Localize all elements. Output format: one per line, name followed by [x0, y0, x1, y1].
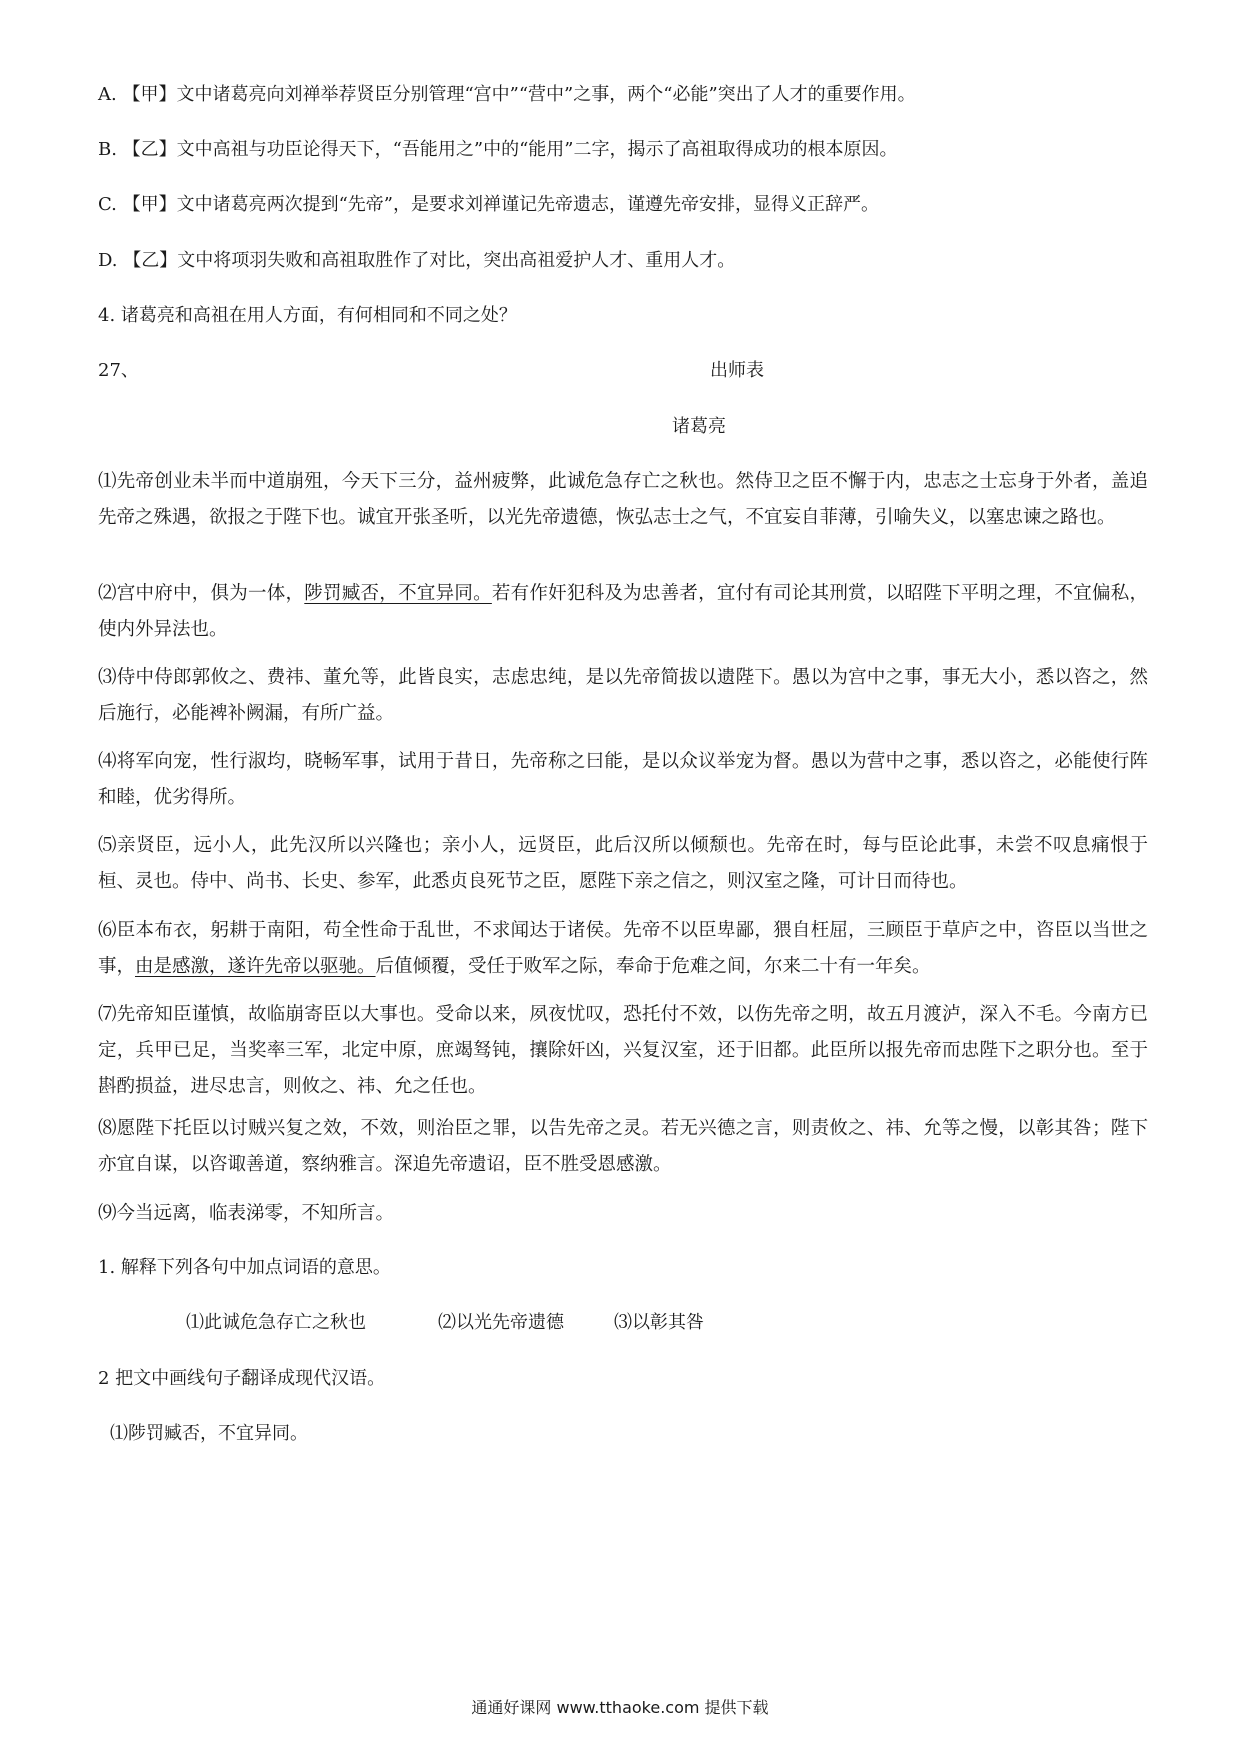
page-footer: 通通好课网 www.tthaoke.com 提供下载: [471, 1698, 769, 1717]
passage-title: 出师表: [710, 360, 764, 381]
paragraph-7: ⑺先帝知臣谨慎，故临崩寄臣以大事也。受命以来，夙夜忧叹，恐托付不效，以伤先帝之明，故五月渡泸，深入不毛。今南方已定，兵甲已足，当奖率三军，北定中原，庶竭驽钝，攘除奸凶，兴复汉室，还于旧都。此臣所以报先帝而忠陛下之职分也。至于斟酌损益，进尽忠言，则攸之、祎、允之任也。: [98, 1004, 1148, 1097]
question-2: 2 把文中画线句子翻译成现代汉语。: [98, 1368, 386, 1389]
paragraph-9: ⑼今当远离，临表涕零，不知所言。: [98, 1203, 395, 1224]
question-4: 4. 诸葛亮和高祖在用人方面，有何相同和不同之处？: [98, 305, 517, 326]
question-27-number: 27、: [98, 360, 139, 381]
option-d: D. 【乙】文中将项羽失败和高祖取胜作了对比，突出高祖爱护人才、重用人才。: [98, 250, 736, 271]
question-1: 1. 解释下列各句中加点词语的意思。: [98, 1257, 391, 1278]
paragraph-2: [98, 576, 1148, 648]
question-1-item-2: ⑵以光先帝遗德: [438, 1312, 564, 1333]
underlined-sentence-1: 陟罚臧否，不宜异同。: [304, 583, 492, 604]
paragraph-6-text-b: 后值倾覆，受任于败军之际，奉命于危难之间，尔来二十有一年矣。: [375, 956, 931, 977]
paragraph-1: ⑴先帝创业未半而中道崩殂，今天下三分，益州疲弊，此诚危急存亡之秋也。然侍卫之臣不懈于内，忠志之士忘身于外者，盖追先帝之殊遇，欲报之于陛下也。诚宜开张圣听，以光先帝遗德，恢弘志士之气，不宜妄自菲薄，引喻失义，以塞忠谏之路也。: [98, 471, 1148, 528]
paragraph-6-text-a: ⑹臣本布衣，躬耕于南阳，苟全性命于乱世，不求闻达于诸侯。先帝不以臣卑鄙，猥自枉屈，三顾臣于草庐之中，咨臣以当世之事，: [98, 920, 1148, 977]
question-1-item-1: ⑴此诚危急存亡之秋也: [186, 1312, 366, 1333]
option-a: A. 【甲】文中诸葛亮向刘禅举荐贤臣分别管理“宫中”“营中”之事，两个“必能”突出了人才的重要作用。: [98, 84, 916, 105]
paragraph-6: [98, 913, 1148, 985]
passage-author: 诸葛亮: [672, 416, 726, 437]
paragraph-8: ⑻愿陛下托臣以讨贼兴复之效，不效，则治臣之罪，以告先帝之灵。若无兴德之言，则责攸之、祎、允等之慢，以彰其咎；陛下亦宜自谋，以咨诹善道，察纳雅言。深追先帝遗诏，臣不胜受恩感激。: [98, 1118, 1148, 1175]
paragraph-2-text-b: 若有作奸犯科及为忠善者，宜付有司论其刑赏，以昭陛下平明之理，不宜偏私，使内外异法也。: [98, 583, 1148, 640]
option-c: C. 【甲】文中诸葛亮两次提到“先帝”，是要求刘禅谨记先帝遗志，谨遵先帝安排，显得义正辞严。: [98, 194, 879, 215]
paragraph-5: ⑸亲贤臣，远小人，此先汉所以兴隆也；亲小人，远贤臣，此后汉所以倾颓也。先帝在时，每与臣论此事，未尝不叹息痛恨于桓、灵也。侍中、尚书、长史、参军，此悉贞良死节之臣，愿陛下亲之信之，则汉室之隆，可计日而待也。: [98, 835, 1148, 892]
question-2-item-1: ⑴陟罚臧否，不宜异同。: [110, 1423, 308, 1444]
option-b: B. 【乙】文中高祖与功臣论得天下，“吾能用之”中的“能用”二字，揭示了高祖取得成功的根本原因。: [98, 139, 898, 160]
underlined-sentence-2: 由是感激，遂许先帝以驱驰。: [135, 956, 376, 977]
paragraph-3: ⑶侍中侍郎郭攸之、费祎、董允等，此皆良实，志虑忠纯，是以先帝简拔以遗陛下。愚以为宫中之事，事无大小，悉以咨之，然后施行，必能裨补阙漏，有所广益。: [98, 667, 1148, 724]
question-1-item-3: ⑶以彰其咎: [614, 1312, 704, 1333]
paragraph-4: ⑷将军向宠，性行淑均，晓畅军事，试用于昔日，先帝称之曰能，是以众议举宠为督。愚以为营中之事，悉以咨之，必能使行阵和睦，优劣得所。: [98, 751, 1148, 808]
paragraph-2-text-a: ⑵宫中府中，俱为一体，: [98, 583, 305, 604]
